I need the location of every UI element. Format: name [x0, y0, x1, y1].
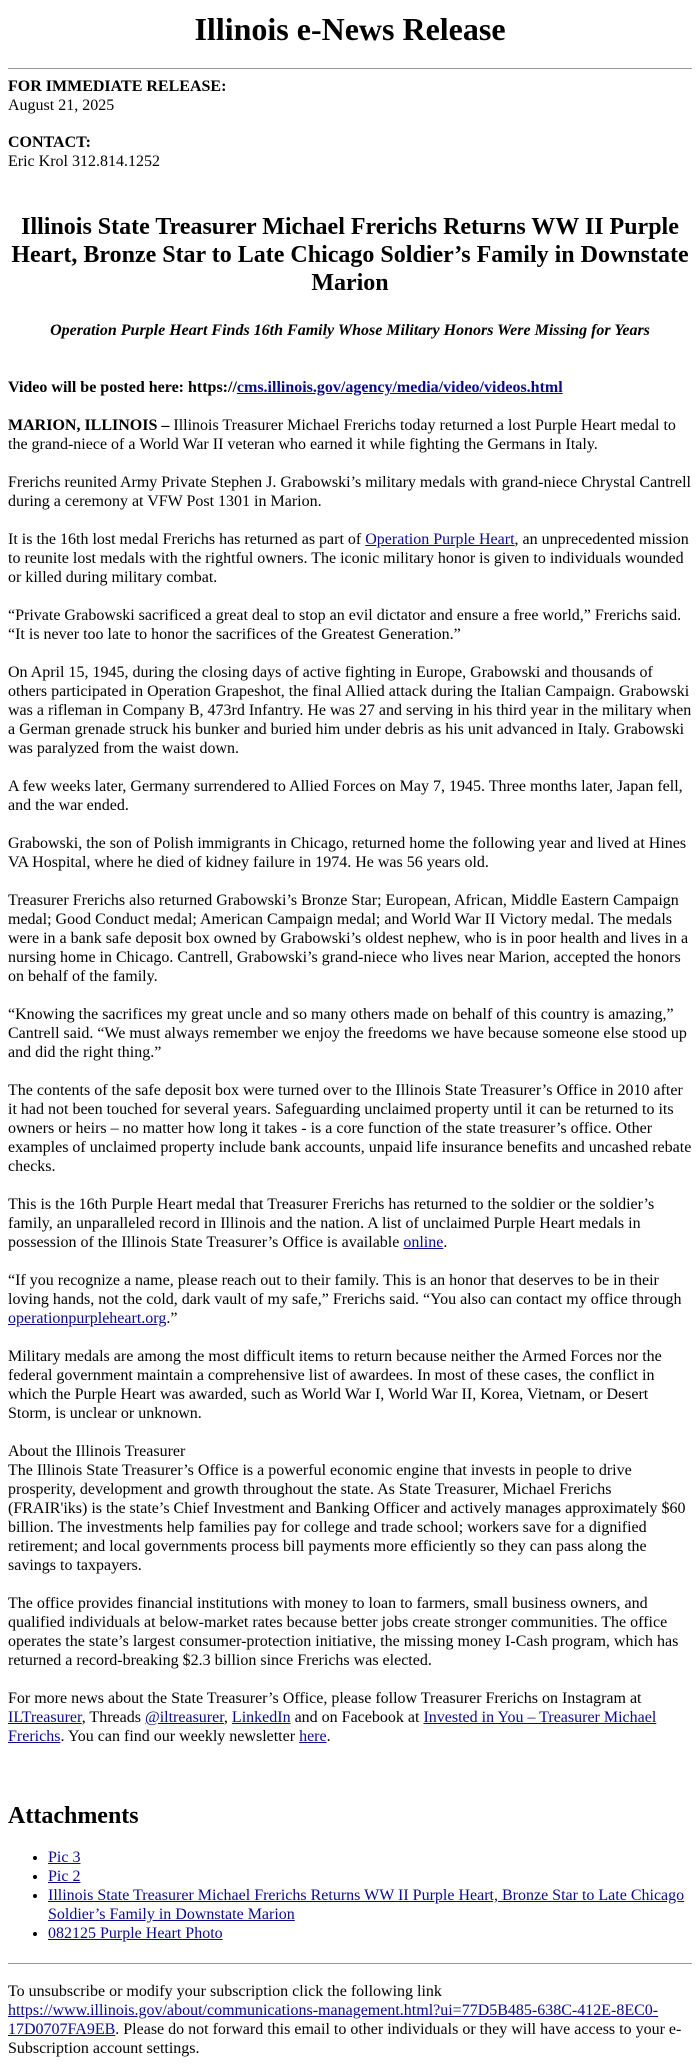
attachment-link[interactable]: 082125 Purple Heart Photo — [48, 1925, 223, 1942]
paragraph-9: “Knowing the sacrifices my great uncle and so many others made on behalf of this country is amazing,” Cantrell said. “We must always remember we enjoy the freedoms we have because someone else stood up and did the right thing.” — [8, 1006, 687, 1061]
paragraph-11-text-b: . — [443, 1234, 448, 1251]
about-text: The Illinois State Treasurer’s Office is a powerful economic engine that invests in people to drive prosperity, development and growth throughout the state. As State Treasurer, Michael Frerichs (FRAIR'iks) is the state’s Chief Investment and Banking Officer and actively manages approximately $60 billion. The investments help families pay for college and trade school; workers save for a dignified retirement; and local governments process bill payments more efficiently so they can pass along the savings to taxpayers. — [8, 1462, 686, 1574]
online-link[interactable]: online — [403, 1234, 444, 1251]
unsubscribe-link[interactable]: https://www.illinois.gov/about/communications-management.html?ui=77D5B485-638C-412E-8EC0-17D0707FA9EB — [8, 2002, 659, 2038]
attachment-item — [48, 1867, 692, 1886]
attachments-title: Attachments — [8, 1803, 139, 1829]
instagram-link[interactable]: ILTreasurer — [8, 1709, 82, 1726]
paragraph-11 — [8, 1195, 692, 1252]
attachment-link[interactable]: Illinois State Treasurer Michael Frerichs Returns WW II Purple Heart, Bronze Star to Late Chicago Soldier’s Family in Downstate Marion — [48, 1887, 685, 1923]
unsubscribe-text-b: . Please do not forward this email to other individuals or they will have access to your e-Subscription account settings. — [8, 2021, 682, 2057]
paragraph-16-text-a: For more news about the State Treasurer’s Office, please follow Treasurer Frerichs on Instagram at — [8, 1690, 642, 1707]
release-block — [8, 77, 692, 115]
paragraph-12 — [8, 1271, 692, 1328]
paragraph-1-text: Illinois Treasurer Michael Frerichs today returned a lost Purple Heart medal to the grand-niece of a World War II veteran who earned it while fighting the Germans in Italy. — [8, 417, 676, 453]
paragraph-3 — [8, 530, 692, 587]
paragraph-12-text-b: .” — [166, 1310, 178, 1327]
paragraph-6: A few weeks later, Germany surrendered to Allied Forces on May 7, 1945. Three months later, Japan fell, and the war ended. — [8, 778, 683, 814]
dateline: MARION, ILLINOIS – — [8, 417, 170, 434]
threads-link[interactable]: @iltreasurer — [144, 1709, 224, 1726]
linkedin-link[interactable]: LinkedIn — [231, 1709, 291, 1726]
paragraph-8: Treasurer Frerichs also returned Grabowski’s Bronze Star; European, African, Middle Eastern Campaign medal; Good Conduct medal; American Campaign medal; and World War II Victory medal. The medals were in a bank safe deposit box owned by Grabowski’s oldest nephew, who is in poor health and lives in a nursing home in Chicago. Cantrell, Grabowski’s grand-niece who lives near Marion, accepted the honors on behalf of the family. — [8, 892, 689, 985]
paragraph-3-text-b: , an unprecedented mission to reunite lost medals with the rightful owners. The iconic military honor is given to individuals wounded or killed during military combat. — [8, 531, 689, 586]
paragraph-13: Military medals are among the most difficult items to return because neither the Armed Forces nor the federal government maintain a comprehensive list of awardees. In most of these cases, the conflict in which the Purple Heart was awarded, such as World War I, World War II, Korea, Vietnam, or Desert Storm, is unclear or unknown. — [8, 1348, 662, 1422]
release-label: FOR IMMEDIATE RELEASE: — [8, 78, 227, 95]
video-prefix: Video will be posted here: https:// — [8, 379, 237, 396]
operation-purple-heart-link[interactable]: Operation Purple Heart — [365, 531, 515, 548]
paragraph-11-text-a: This is the 16th Purple Heart medal that Treasurer Frerichs has returned to the soldier or the soldier’s family, an unparalleled record in Illinois and the nation. A list of unclaimed Purple Heart medals in possession of the Illinois State Treasurer’s Office is available — [8, 1196, 655, 1251]
paragraph-16-text-b: , Threads — [81, 1709, 145, 1726]
paragraph-7: Grabowski, the son of Polish immigrants in Chicago, returned home the following year and lived at Hines VA Hospital, where he died of kidney failure in 1974. He was 56 years old. — [8, 835, 687, 871]
operationpurpleheart-link[interactable]: operationpurpleheart.org — [8, 1310, 167, 1327]
attachment-item — [48, 1886, 692, 1924]
paragraph-16-text-d: and on Facebook at — [290, 1709, 424, 1726]
newsletter-link[interactable]: here — [299, 1728, 327, 1745]
attachment-item — [48, 1848, 692, 1867]
attachment-link[interactable]: Pic 3 — [48, 1849, 81, 1866]
paragraph-15: The office provides financial institutions with money to loan to farmers, small business owners, and qualified individuals at below-market rates because better jobs create stronger communities. The office operates the state’s largest consumer-protection initiative, the missing money I-Cash program, which has returned a record-breaking $2.3 billion since Frerichs was elected. — [8, 1595, 679, 1669]
about-title: About the Illinois Treasurer — [8, 1443, 186, 1460]
contact-label: CONTACT: — [8, 134, 91, 151]
contact-value: Eric Krol 312.814.1252 — [8, 153, 160, 170]
video-line — [8, 378, 692, 397]
about-section — [8, 1442, 692, 1575]
unsubscribe-notice — [8, 1982, 692, 2058]
paragraph-16-text-c: , — [223, 1709, 232, 1726]
paragraph-16-text-f: . — [326, 1728, 331, 1745]
paragraph-4: “Private Grabowski sacrificed a great deal to stop an evil dictator and ensure a free world,” Frerichs said. “It is never too late to honor the sacrifices of the Greatest Generation.” — [8, 607, 682, 643]
unsubscribe-text-a: To unsubscribe or modify your subscription click the following link — [8, 1983, 442, 2000]
paragraph-1 — [8, 416, 692, 454]
attachment-link[interactable]: Pic 2 — [48, 1868, 81, 1885]
headline: Illinois State Treasurer Michael Frerichs Returns WW II Purple Heart, Bronze Star to Late Chicago Soldier’s Family in Downstate Marion — [11, 214, 689, 296]
release-date: August 21, 2025 — [8, 97, 115, 114]
paragraph-3-text-a: It is the 16th lost medal Frerichs has returned as part of — [8, 531, 366, 548]
paragraph-5: On April 15, 1945, during the closing days of active fighting in Europe, Grabowski and thousands of others participated in Operation Grapeshot, the final Allied attack during the Italian Campaign. Grabowski was a rifleman in Company B, 473rd Infantry. He was 27 and serving in his third year in the military when a German grenade struck his bunker and buried him under debris as his unit advanced in Italy. Grabowski was paralyzed from the waist down. — [8, 664, 692, 757]
contact-block — [8, 133, 692, 171]
paragraph-16 — [8, 1689, 692, 1746]
subheadline: Operation Purple Heart Finds 16th Family Whose Military Honors Were Missing for Years — [50, 322, 650, 339]
paragraph-12-text-a: “If you recognize a name, please reach out to their family. This is an honor that deserves to be in their loving hands, not the cold, dark vault of my safe,” Frerichs said. “You also can contact my office through — [8, 1272, 682, 1308]
divider-bottom — [8, 1963, 692, 1964]
paragraph-10: The contents of the safe deposit box were turned over to the Illinois State Treasurer’s Office in 2010 after it had not been touched for several years. Safeguarding unclaimed property until it can be returned to its owners or heirs – no matter how long it takes - is a core function of the state treasurer’s office. Other examples of unclaimed property include bank accounts, unpaid life insurance benefits and uncashed rebate checks. — [8, 1082, 692, 1175]
video-link[interactable]: cms.illinois.gov/agency/media/video/videos.html — [236, 379, 563, 396]
paragraph-2: Frerichs reunited Army Private Stephen J. Grabowski’s military medals with grand-niece Chrystal Cantrell during a ceremony at VFW Post 1301 in Marion. — [8, 474, 691, 510]
attachments-list — [8, 1848, 692, 1943]
facebook-link[interactable]: Invested in You – Treasurer Michael Frerichs — [8, 1709, 657, 1745]
attachment-item — [48, 1924, 692, 1943]
divider-top — [8, 68, 692, 69]
paragraph-16-text-e: . You can find our weekly newsletter — [60, 1728, 300, 1745]
site-title: Illinois e-News Release — [194, 11, 506, 47]
